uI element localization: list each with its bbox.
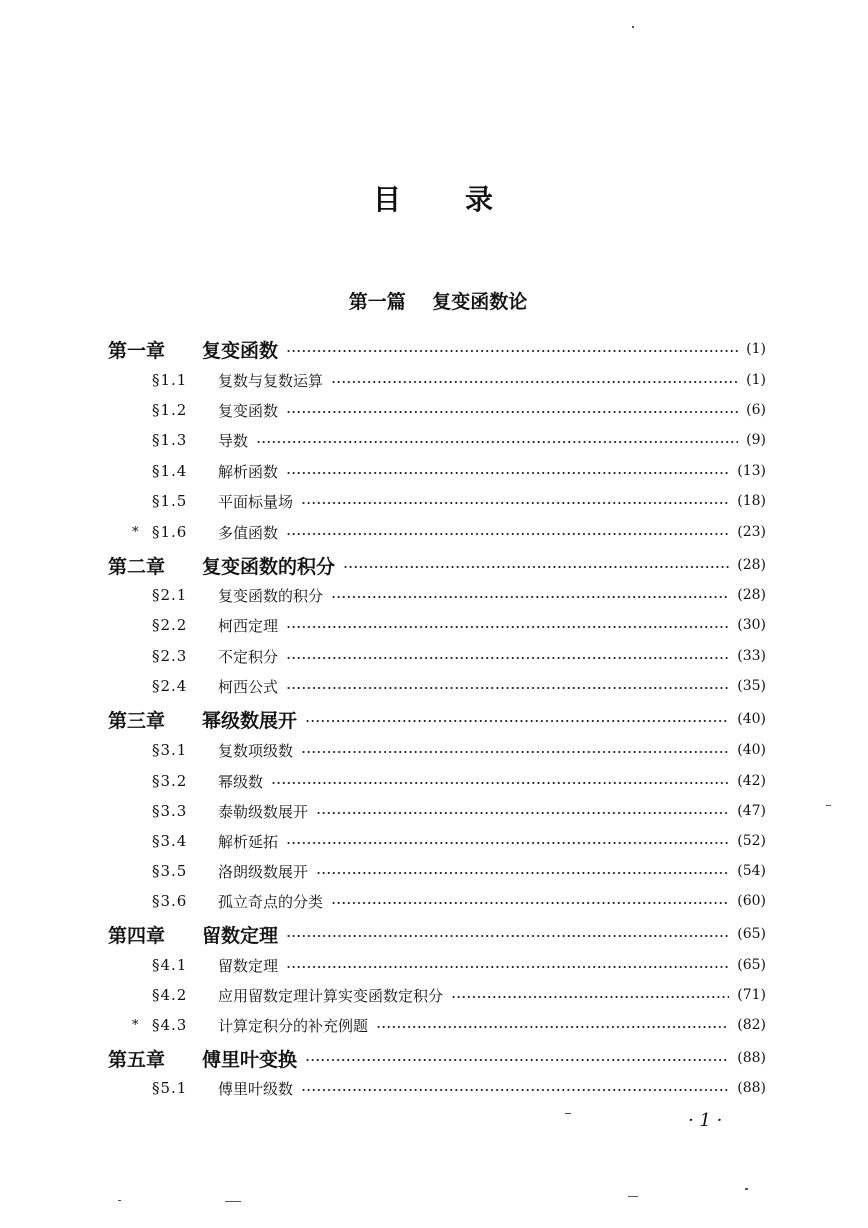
title-char-1: 目: [372, 183, 403, 216]
toc-chapter-row: [108, 919, 766, 949]
section-number: §3.5: [152, 862, 188, 880]
section-title: 计算定积分的补充例题: [218, 1016, 369, 1035]
page-reference: (1): [746, 372, 766, 388]
section-title: 复数项级数: [218, 741, 294, 760]
section-number: §2.1: [152, 586, 188, 604]
page-reference: (60): [737, 893, 766, 909]
section-number: §1.6: [152, 523, 188, 541]
toc-section-row: [152, 456, 766, 486]
chapter-title: 复变函数的积分: [202, 555, 336, 578]
page-reference: (52): [737, 833, 766, 849]
section-title: 应用留数定理计算实变函数定积分: [218, 986, 444, 1005]
toc-section-row: [152, 671, 766, 701]
chapter-number: 第四章: [108, 924, 166, 947]
page-reference: (65): [737, 957, 766, 973]
dot-leader: [286, 350, 738, 352]
section-title: 留数定理: [218, 956, 279, 975]
section-title: 复变函数的积分: [218, 586, 324, 605]
toc-chapter-row: [108, 550, 766, 580]
chapter-number: 第五章: [108, 1048, 166, 1071]
dot-leader: [286, 935, 729, 937]
scan-speck: [225, 1201, 241, 1202]
section-title: 导数: [218, 431, 249, 450]
section-number: §5.1: [152, 1079, 188, 1097]
section-number: §3.1: [152, 741, 188, 759]
toc-section-row: [152, 580, 766, 610]
page-reference: (42): [737, 773, 766, 789]
section-number: §4.2: [152, 986, 188, 1004]
dot-leader: [301, 1089, 729, 1091]
section-number: §4.1: [152, 956, 188, 974]
section-number: §3.2: [152, 772, 188, 790]
section-title: 多值函数: [218, 523, 279, 542]
section-number: §1.2: [152, 401, 188, 419]
toc-section-row: [152, 886, 766, 916]
dot-leader: [331, 381, 738, 383]
page-reference: (35): [737, 678, 766, 694]
toc-section-row: [152, 766, 766, 796]
scan-speck: [565, 1113, 571, 1114]
page-number: · 1 ·: [688, 1110, 723, 1131]
section-number: §2.2: [152, 616, 188, 634]
toc-section-row: [152, 641, 766, 671]
toc-section-row: [152, 486, 766, 516]
scan-speck: [628, 1196, 638, 1197]
dot-leader: [286, 472, 729, 474]
dot-leader: [316, 872, 729, 874]
dot-leader: [451, 996, 729, 998]
toc-section-row: [152, 735, 766, 765]
dot-leader: [286, 657, 729, 659]
page-reference: (28): [737, 557, 766, 573]
part-title: 第一篇 复变函数论: [348, 291, 528, 313]
scan-speck: [745, 1188, 748, 1190]
chapter-number: 第一章: [108, 339, 166, 362]
toc-section-row: [152, 950, 766, 980]
section-title: 柯西定理: [218, 616, 279, 635]
page-reference: (6): [746, 402, 766, 418]
dot-leader: [286, 687, 729, 689]
page-reference: (18): [737, 493, 766, 509]
toc-chapter-row: [108, 1043, 766, 1073]
dot-leader: [286, 411, 738, 413]
section-number: §2.3: [152, 647, 188, 665]
dot-leader: [286, 626, 729, 628]
section-number: §2.4: [152, 677, 188, 695]
dot-leader: [305, 720, 729, 722]
scan-speck: [826, 805, 831, 806]
page-reference: (40): [737, 711, 766, 727]
section-title: 平面标量场: [218, 492, 294, 511]
toc-section-row: [152, 980, 766, 1010]
chapter-number: 第三章: [108, 709, 166, 732]
section-number: §3.3: [152, 802, 188, 820]
dot-leader: [331, 902, 729, 904]
scan-speck: [632, 26, 634, 28]
section-number: §3.4: [152, 832, 188, 850]
page-reference: (47): [737, 803, 766, 819]
page-reference: (65): [737, 926, 766, 942]
page-reference: (13): [737, 463, 766, 479]
dot-leader: [305, 1059, 729, 1061]
dot-leader: [376, 1026, 729, 1028]
section-title: 傅里叶级数: [218, 1079, 294, 1098]
chapter-number: 第二章: [108, 555, 166, 578]
page-reference: (88): [737, 1080, 766, 1096]
section-number: §1.5: [152, 492, 188, 510]
scan-speck: [118, 1200, 121, 1201]
toc-section-row: [152, 1073, 766, 1103]
dot-leader: [343, 566, 729, 568]
section-title: 洛朗级数展开: [218, 862, 309, 881]
toc-section-row: [152, 610, 766, 640]
section-number: §1.4: [152, 462, 188, 480]
dot-leader: [256, 441, 738, 443]
toc-section-row: [152, 365, 766, 395]
dot-leader: [271, 782, 729, 784]
toc-chapter-row: [108, 704, 766, 734]
toc-section-row: [152, 395, 766, 425]
chapter-title: 复变函数: [202, 339, 279, 362]
optional-star-mark: *: [132, 1017, 139, 1033]
page-reference: (23): [737, 524, 766, 540]
page-reference: (54): [737, 863, 766, 879]
section-title: 泰勒级数展开: [218, 802, 309, 821]
toc-section-row: [152, 856, 766, 886]
section-title: 柯西公式: [218, 677, 279, 696]
page-reference: (33): [737, 648, 766, 664]
page-reference: (1): [746, 341, 766, 357]
page-reference: (71): [737, 987, 766, 1003]
optional-star-mark: *: [132, 524, 139, 540]
toc-section-row: [152, 796, 766, 826]
toc-section-row: [152, 826, 766, 856]
section-title: 解析延拓: [218, 832, 279, 851]
page-title: [0, 178, 868, 218]
dot-leader: [301, 502, 729, 504]
chapter-title: 傅里叶变换: [202, 1048, 298, 1071]
page-reference: (88): [737, 1050, 766, 1066]
section-number: §4.3: [152, 1016, 188, 1034]
page-reference: (9): [746, 432, 766, 448]
dot-leader: [301, 751, 729, 753]
toc-section-row: [132, 1010, 766, 1040]
toc-section-row: [132, 517, 766, 547]
title-char-2: 录: [465, 183, 496, 216]
toc-chapter-row: [108, 334, 766, 364]
section-title: 幂级数: [218, 772, 264, 791]
dot-leader: [316, 812, 729, 814]
section-number: §1.3: [152, 431, 188, 449]
section-number: §3.6: [152, 892, 188, 910]
section-title: 复数与复数运算: [218, 371, 324, 390]
section-title: 解析函数: [218, 462, 279, 481]
section-title: 复变函数: [218, 401, 279, 420]
section-title: 孤立奇点的分类: [218, 892, 324, 911]
toc-section-row: [152, 425, 766, 455]
dot-leader: [286, 842, 729, 844]
chapter-title: 幂级数展开: [202, 709, 298, 732]
dot-leader: [286, 533, 729, 535]
section-title: 不定积分: [218, 647, 279, 666]
dot-leader: [286, 966, 729, 968]
page-reference: (82): [737, 1017, 766, 1033]
dot-leader: [331, 596, 729, 598]
page-reference: (28): [737, 587, 766, 603]
section-number: §1.1: [152, 371, 188, 389]
page-reference: (40): [737, 742, 766, 758]
chapter-title: 留数定理: [202, 924, 279, 947]
page-reference: (30): [737, 617, 766, 633]
